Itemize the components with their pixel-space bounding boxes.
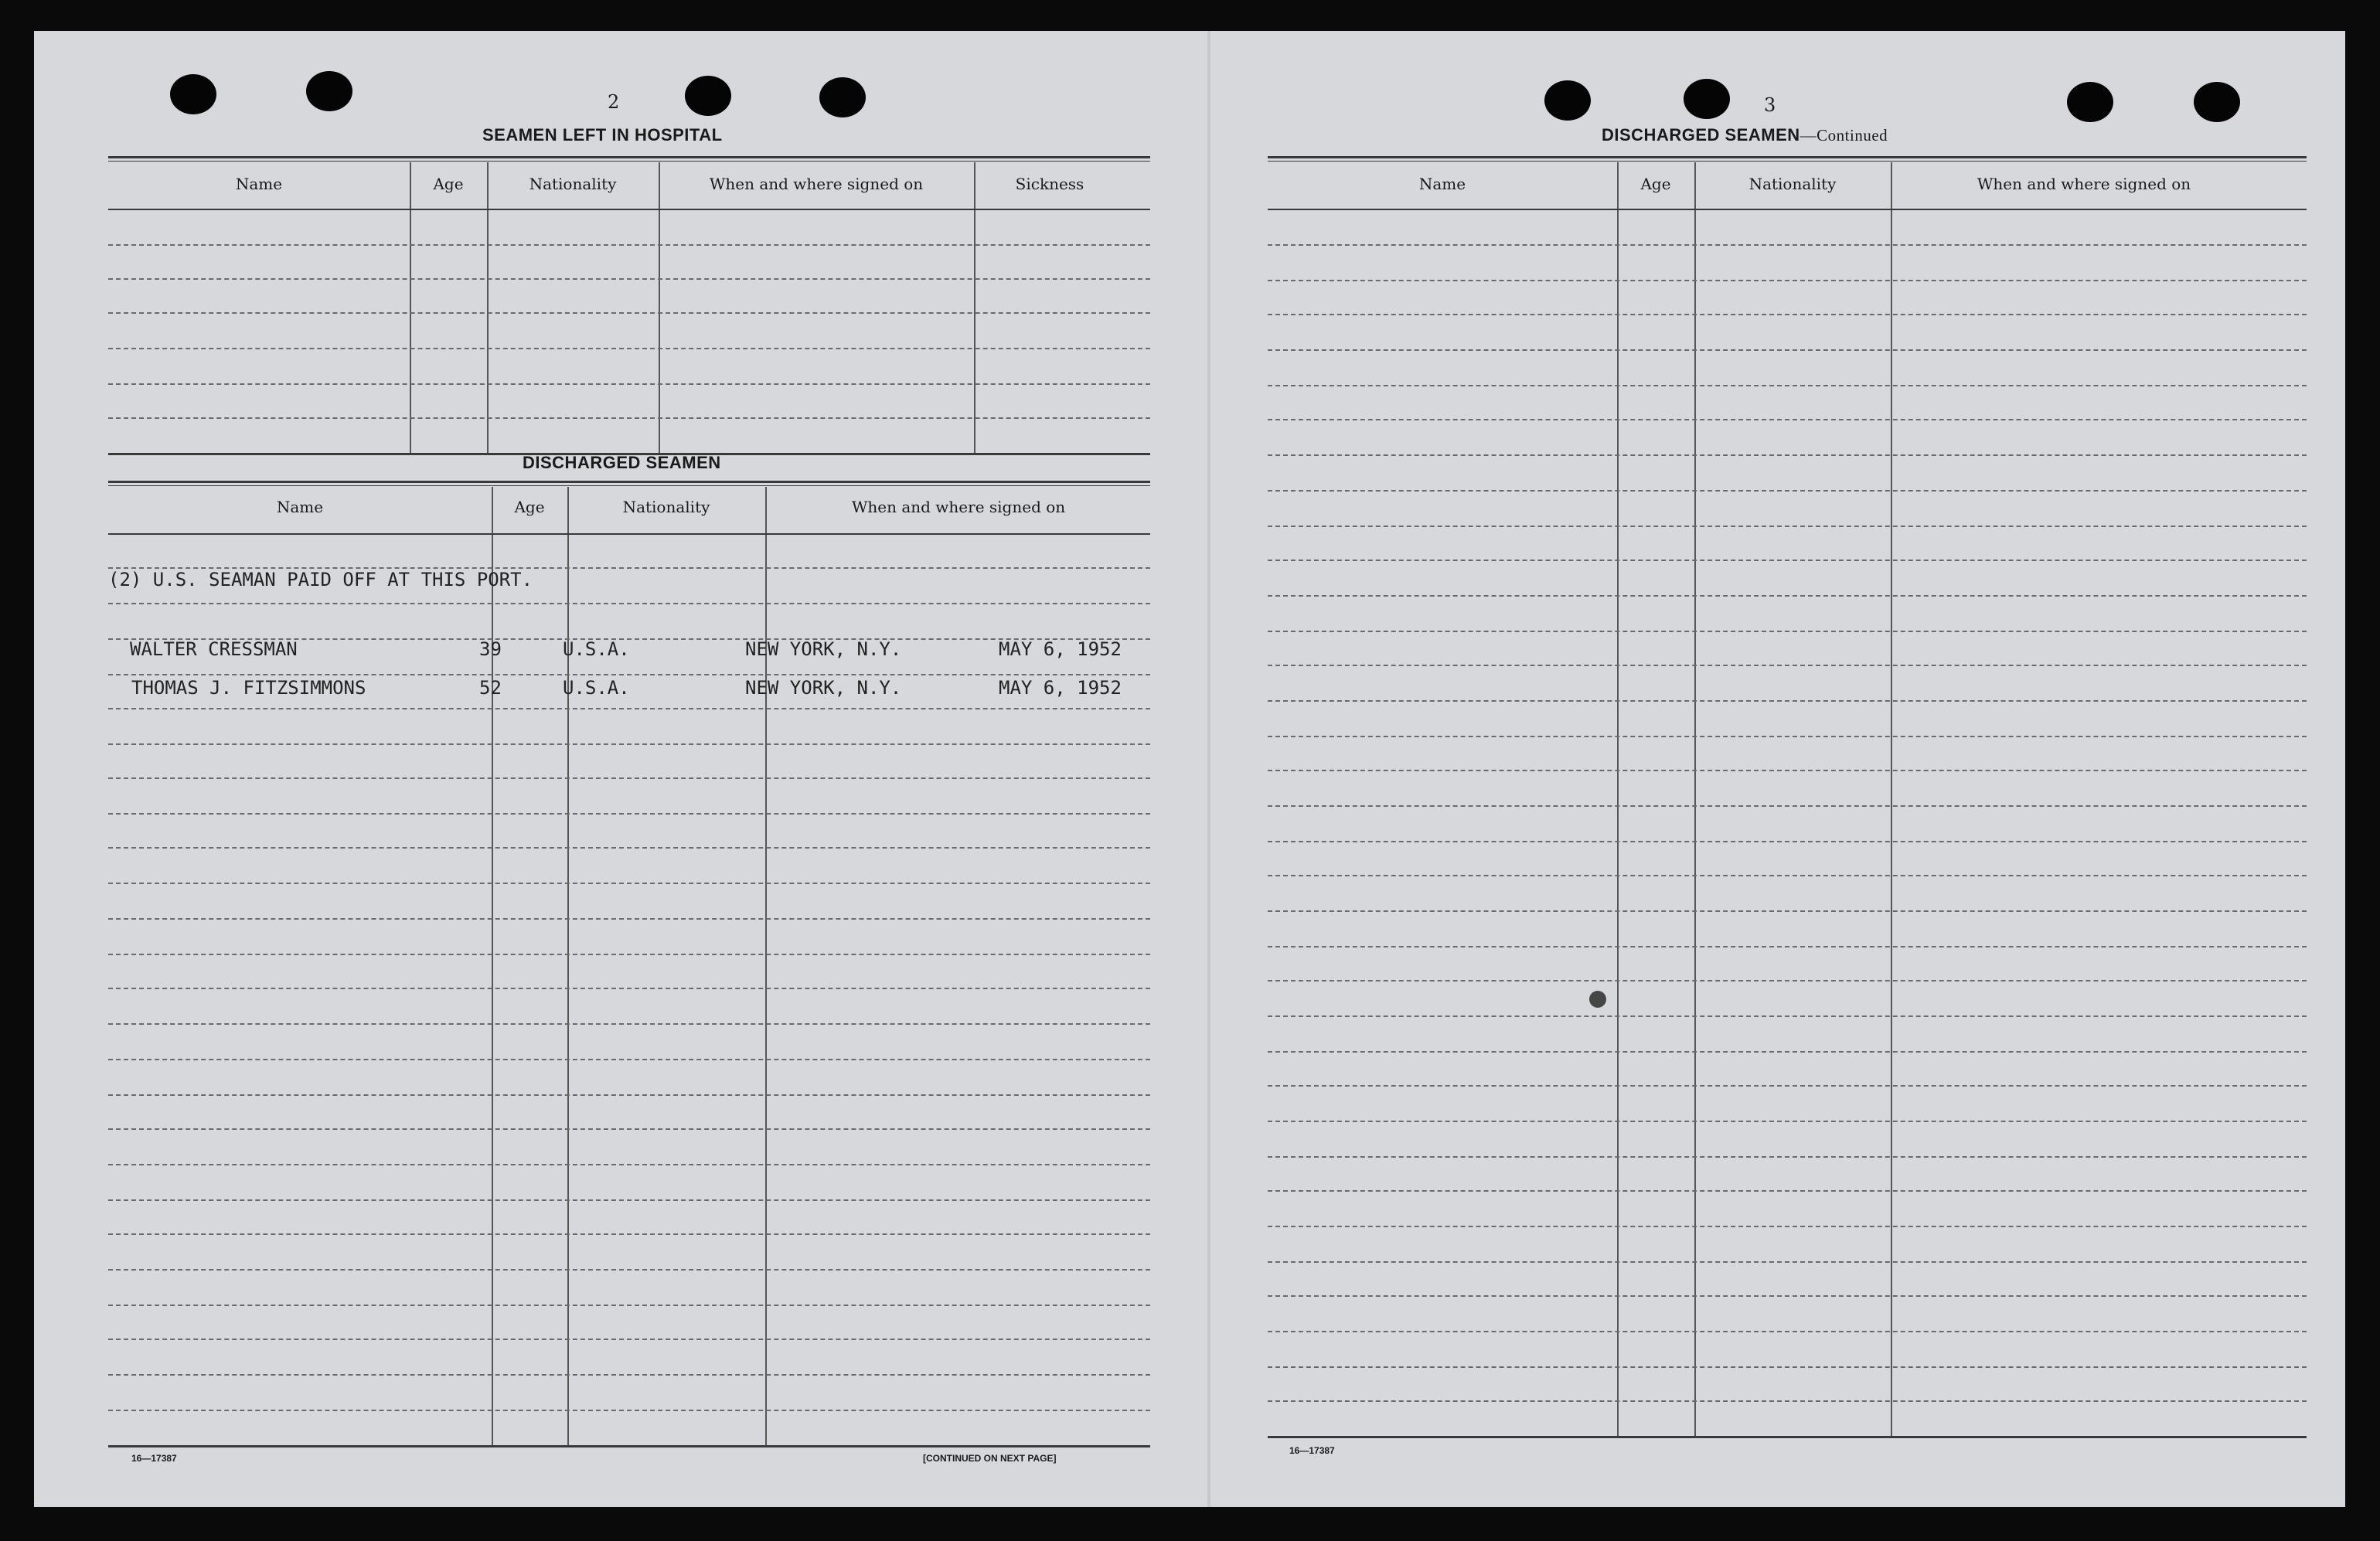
ink-spot	[1589, 991, 1606, 1008]
document-sheet	[34, 31, 2345, 1507]
ruled-line	[108, 1128, 1150, 1130]
col-header-nationality: Nationality	[529, 175, 617, 193]
punch-hole	[2067, 82, 2113, 122]
ruled-line	[108, 777, 1150, 779]
ruled-line	[108, 417, 1150, 419]
ruled-line	[1268, 526, 2307, 527]
ruled-line	[1268, 1156, 2307, 1158]
ruled-line	[1268, 419, 2307, 420]
hospital-section-title: SEAMEN LEFT IN HOSPITAL	[482, 125, 723, 145]
ruled-line	[108, 1233, 1150, 1235]
ruled-line	[108, 1164, 1150, 1165]
rule	[108, 481, 1150, 483]
col-header-signed-on: When and where signed on	[1977, 175, 2191, 193]
ruled-line	[108, 918, 1150, 920]
signed-on-date: MAY 6, 1952	[999, 677, 1122, 699]
ruled-line	[108, 1199, 1150, 1201]
ruled-line	[108, 1305, 1150, 1306]
ruled-line	[1268, 770, 2307, 771]
column-divider	[659, 162, 660, 454]
ruled-line	[108, 1339, 1150, 1340]
col-header-name: Name	[276, 498, 324, 516]
signed-on-date: MAY 6, 1952	[999, 638, 1122, 660]
ruled-line	[108, 1269, 1150, 1271]
rule	[108, 533, 1150, 535]
page-number: 2	[608, 91, 620, 113]
ruled-line	[1268, 946, 2307, 947]
col-header-nationality: Nationality	[1748, 175, 1837, 193]
ruled-line	[1268, 1121, 2307, 1122]
ruled-line	[1268, 1366, 2307, 1368]
title-main: DISCHARGED SEAMEN	[1602, 125, 1800, 145]
ruled-line	[1268, 700, 2307, 702]
column-divider	[765, 487, 767, 1447]
punch-hole	[2194, 82, 2240, 122]
continued-note: [CONTINUED ON NEXT PAGE]	[923, 1453, 1057, 1464]
rule	[108, 161, 1150, 162]
ruled-line	[1268, 910, 2307, 912]
form-number: 16—17387	[1289, 1445, 1335, 1456]
ruled-line	[108, 1410, 1150, 1411]
ruled-line	[1268, 980, 2307, 981]
seaman-age: 52	[479, 677, 502, 699]
ruled-line	[1268, 875, 2307, 876]
ruled-line	[108, 348, 1150, 349]
ruled-line	[1268, 349, 2307, 351]
ruled-line	[1268, 454, 2307, 456]
ruled-line	[1268, 805, 2307, 807]
column-divider	[410, 162, 411, 454]
seaman-age: 39	[479, 638, 502, 660]
ruled-line	[1268, 1261, 2307, 1263]
discharged-continued-title	[1602, 125, 1888, 145]
ruled-line	[1268, 385, 2307, 386]
signed-on-place: NEW YORK, N.Y.	[745, 677, 902, 699]
ruled-line	[108, 743, 1150, 745]
col-header-nationality: Nationality	[622, 498, 710, 516]
ruled-line	[108, 813, 1150, 815]
ruled-line	[108, 1094, 1150, 1096]
punch-hole	[685, 76, 731, 116]
ruled-line	[1268, 631, 2307, 632]
discharged-section-title: DISCHARGED SEAMEN	[523, 453, 721, 472]
column-divider	[492, 487, 493, 1447]
column-divider	[1891, 162, 1892, 1437]
col-header-age: Age	[1640, 175, 1671, 193]
seaman-nationality: U.S.A.	[563, 638, 630, 660]
ruled-line	[1268, 1051, 2307, 1053]
ruled-line	[1268, 665, 2307, 666]
ruled-line	[1268, 595, 2307, 597]
ruled-line	[108, 312, 1150, 314]
ruled-line	[1268, 1226, 2307, 1227]
ruled-line	[1268, 1190, 2307, 1192]
form-number: 16—17387	[131, 1453, 177, 1464]
ruled-line	[108, 883, 1150, 884]
column-divider	[974, 162, 975, 454]
rule	[1268, 209, 2307, 210]
punch-hole	[170, 74, 216, 114]
ruled-line	[1268, 244, 2307, 246]
rule	[1268, 156, 2307, 158]
ruled-line	[108, 244, 1150, 246]
typed-note: (2) U.S. SEAMAN PAID OFF AT THIS PORT.	[108, 569, 533, 590]
ruled-line	[1268, 280, 2307, 281]
rule	[108, 1445, 1150, 1447]
ruled-line	[1268, 560, 2307, 561]
ruled-line	[1268, 1295, 2307, 1297]
ruled-line	[108, 674, 1150, 675]
ruled-line	[108, 278, 1150, 280]
title-suffix: —Continued	[1799, 126, 1888, 145]
rule	[108, 485, 1150, 486]
col-header-age: Age	[514, 498, 545, 516]
col-header-signed-on: When and where signed on	[709, 175, 924, 193]
page-number: 3	[1764, 94, 1776, 116]
ruled-line	[108, 954, 1150, 955]
ruled-line	[1268, 1085, 2307, 1087]
ruled-line	[108, 1059, 1150, 1060]
ruled-line	[108, 847, 1150, 849]
ruled-line	[108, 988, 1150, 989]
column-divider	[567, 487, 569, 1447]
seaman-nationality: U.S.A.	[563, 677, 630, 699]
ruled-line	[1268, 1400, 2307, 1402]
punch-hole	[819, 77, 866, 117]
col-header-name: Name	[235, 175, 283, 193]
rule	[108, 156, 1150, 158]
punch-hole	[1544, 80, 1591, 121]
punch-hole	[1684, 79, 1730, 119]
ruled-line	[108, 1374, 1150, 1376]
ruled-line	[1268, 1015, 2307, 1017]
column-divider	[1694, 162, 1696, 1437]
seaman-name: THOMAS J. FITZSIMMONS	[131, 677, 366, 699]
ruled-line	[108, 1023, 1150, 1025]
col-header-sickness: Sickness	[1015, 175, 1084, 193]
ruled-line	[108, 603, 1150, 604]
ruled-line	[1268, 1331, 2307, 1332]
seaman-name: WALTER CRESSMAN	[130, 638, 298, 660]
signed-on-place: NEW YORK, N.Y.	[745, 638, 902, 660]
col-header-signed-on: When and where signed on	[851, 498, 1066, 516]
column-divider	[1617, 162, 1619, 1437]
ruled-line	[1268, 490, 2307, 492]
rule	[1268, 1436, 2307, 1438]
ruled-line	[1268, 736, 2307, 737]
ruled-line	[108, 708, 1150, 709]
page-fold	[1207, 31, 1210, 1507]
rule	[1268, 161, 2307, 162]
punch-hole	[306, 71, 352, 111]
column-divider	[487, 162, 489, 454]
ruled-line	[1268, 841, 2307, 842]
col-header-age: Age	[433, 175, 464, 193]
col-header-name: Name	[1418, 175, 1466, 193]
rule	[108, 209, 1150, 210]
ruled-line	[108, 383, 1150, 385]
ruled-line	[1268, 314, 2307, 315]
